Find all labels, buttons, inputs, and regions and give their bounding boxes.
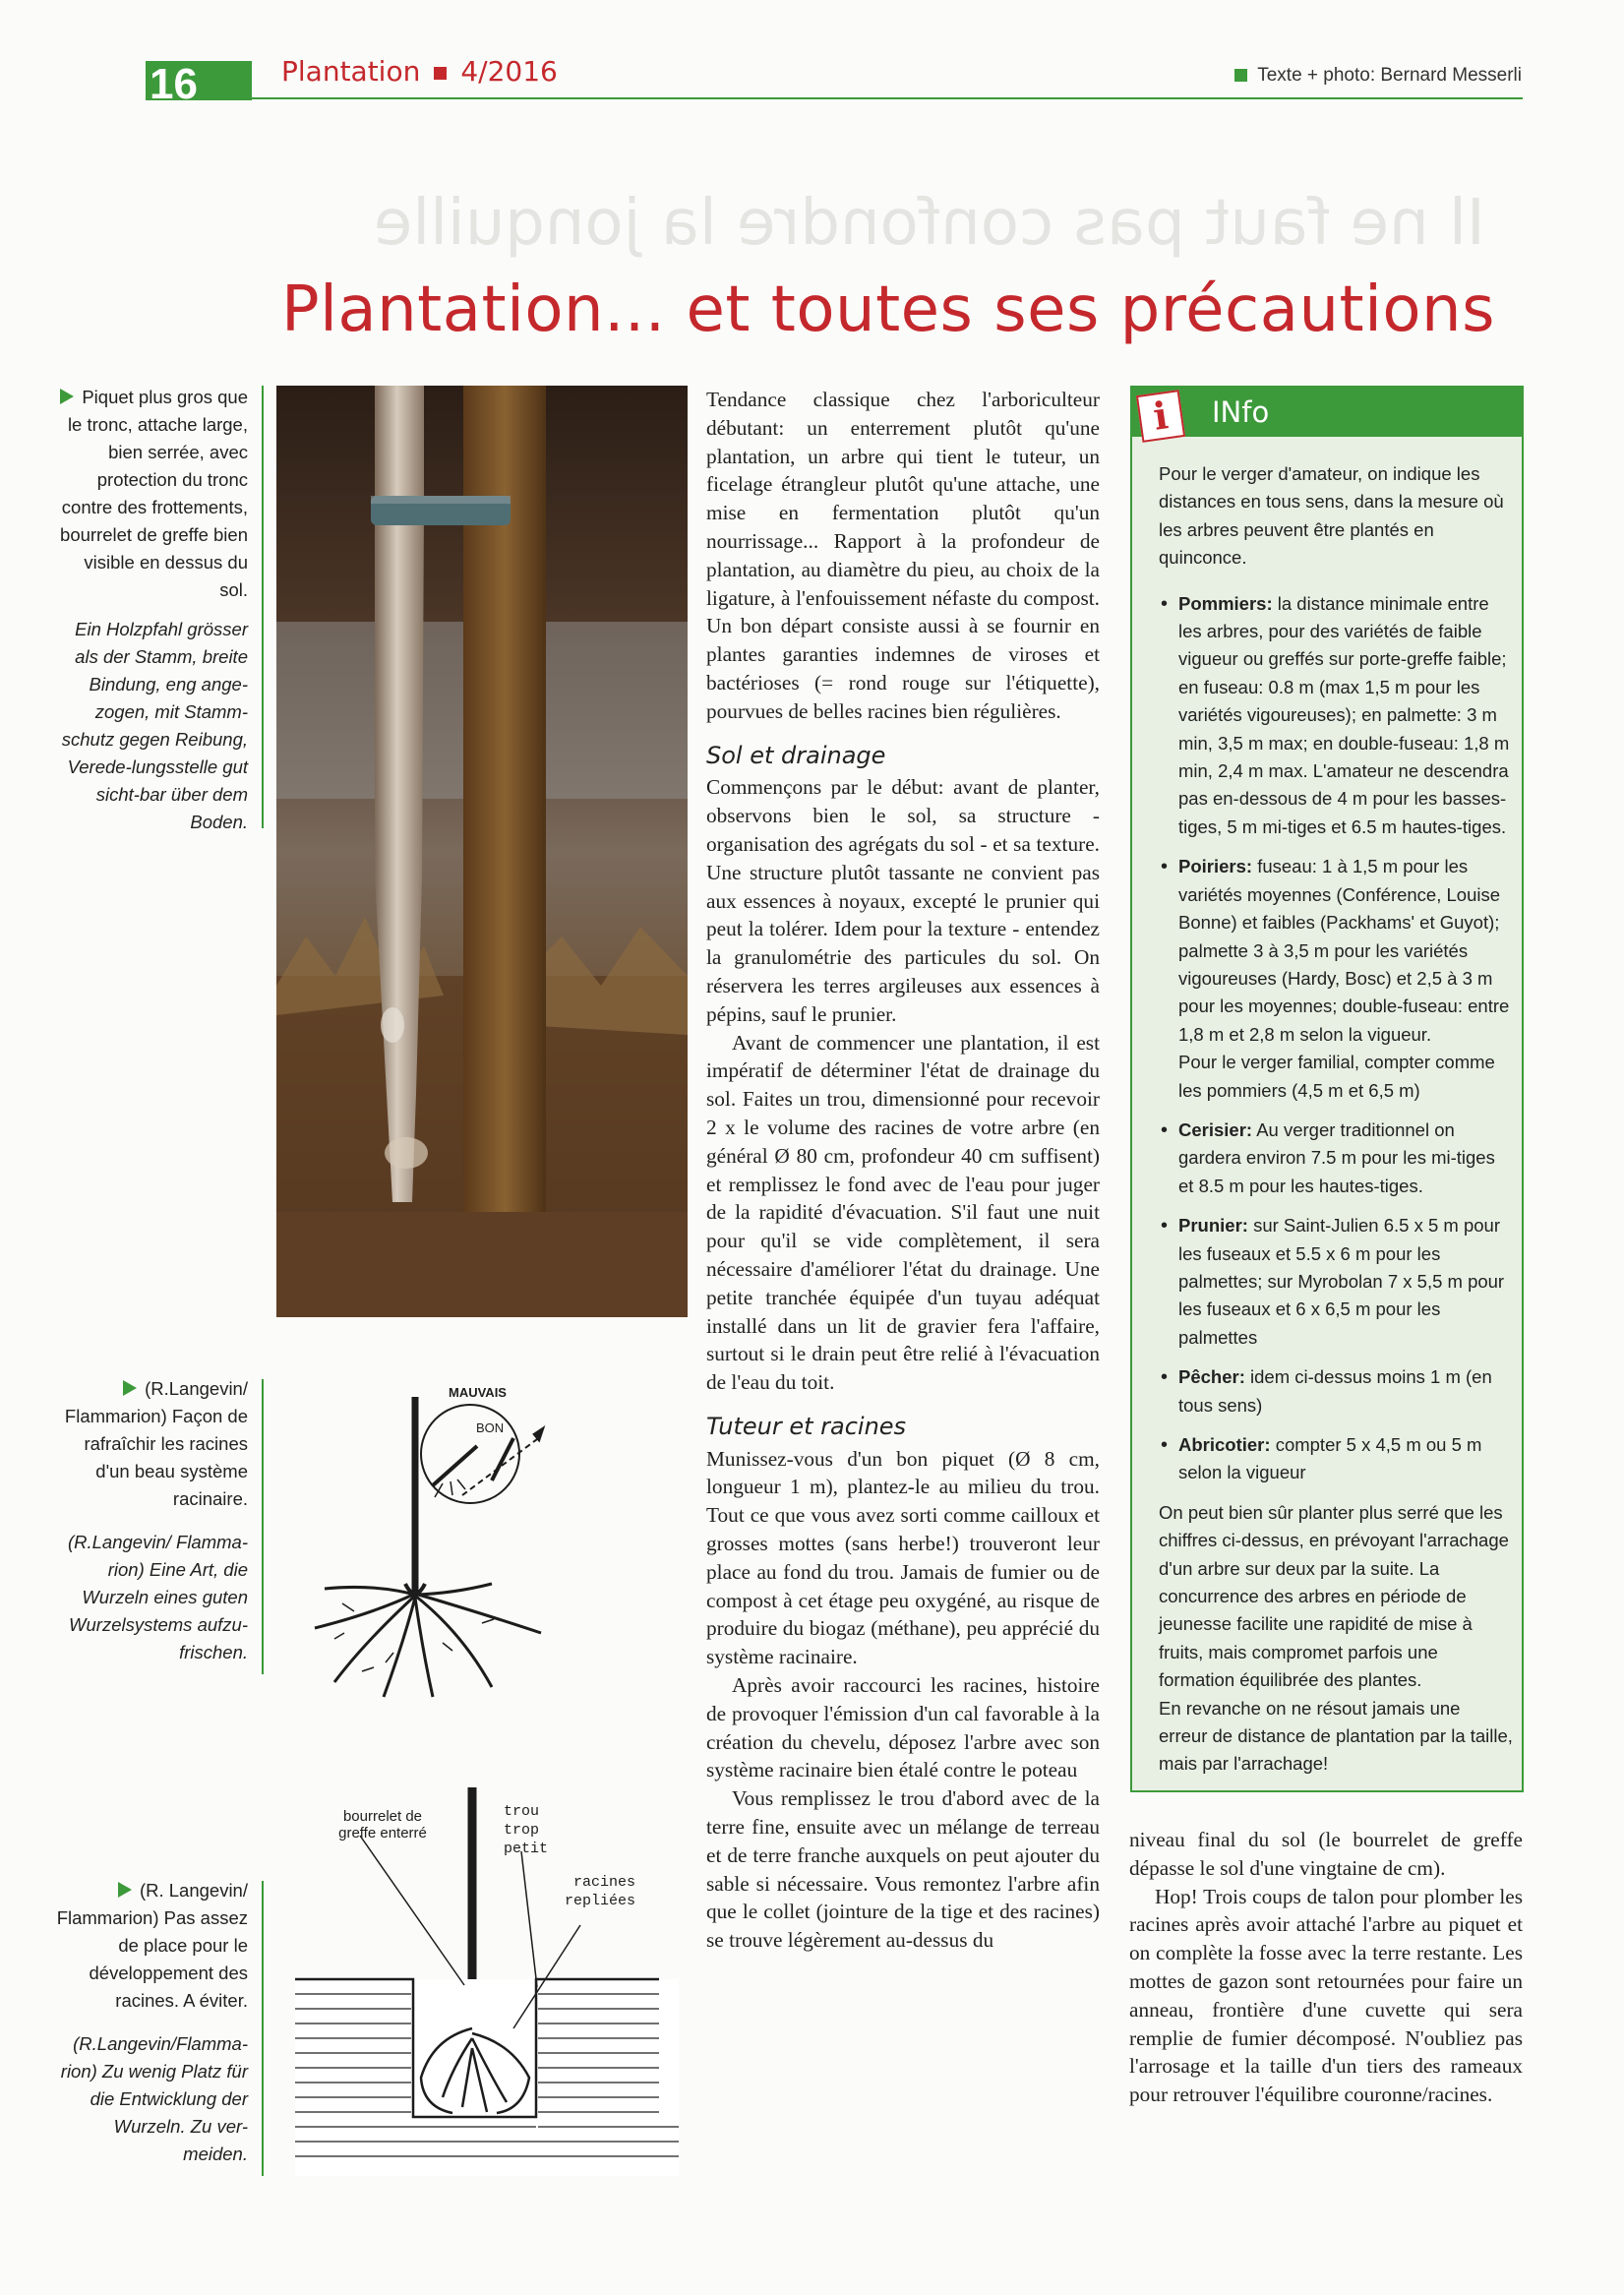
running-head bbox=[281, 55, 558, 88]
caption-rule bbox=[262, 386, 264, 828]
caption-rule bbox=[262, 1379, 264, 1674]
info-text bbox=[1159, 460, 1513, 1779]
bourrelet-label: bourrelet de greffe enterré bbox=[338, 1808, 427, 1842]
info-item-poiriers-extra: Pour le verger familial, compter comme les pommiers (4,5 m et 6,5 m) bbox=[1178, 1052, 1495, 1101]
drawing1-caption-fr: (R.Langevin/ Flammarion) Façon de rafraîchir les racines d'un beau système racinaire. bbox=[64, 1378, 248, 1509]
heading-sol: Sol et drainage bbox=[706, 741, 886, 769]
mauvais-label: MAUVAIS bbox=[449, 1385, 507, 1400]
bon-label: BON bbox=[476, 1420, 505, 1435]
info-item-poiriers: • Poiriers: fuseau: 1 à 1,5 m pour les variétés moyennes (Conférence, Louise Bonne) et faibles (Packhams' et Guyot); palmette 3 à 3,5 m pour les variétés vigoureuses (Hardy, Bosc) et 2,5 à 3 m pour les moyennes; double-fuseau: entre 1,8 m et 2,8 m selon la vigueur. Pour le verger familial, compter comme les pommiers (4,5 m et 6,5 m) bbox=[1159, 853, 1513, 1105]
small-hole-drawing bbox=[295, 1782, 679, 2176]
photo-caption-de: Ein Holzpfahl grösser als der Stamm, breite Bindung, eng ange-zogen, mit Stamm-schutz gegen Reibung, Verede-lungsstelle gut sicht-bar über dem Boden. bbox=[61, 619, 248, 832]
issue-number: 4/2016 bbox=[460, 55, 558, 88]
square-bullet-icon bbox=[1234, 69, 1247, 82]
intro-paragraph: Tendance classique chez l'arboriculteur débutant: un enterrement plutôt qu'une plantation, un arbre qui tient le tuteur, un ficelage étrangleur plutôt qu'une attache, une mise en fermentation plutôt qu'un nourrissage... Rapport à la profondeur de plantation, au diamètre du pieu, au choix de la ligature, à l'enfouissement néfaste du compost. Un bon départ consiste aussi à se fournir en plantes garanties indemnes de viroses et bactérioses (= rond rouge sur l'étiquette), pourvues de belles racines bien régulières. bbox=[706, 388, 1100, 723]
square-bullet-icon bbox=[434, 67, 447, 80]
header-rule bbox=[252, 97, 1523, 99]
article-title: Plantation... et toutes ses précautions bbox=[281, 273, 1495, 346]
triangle-marker-icon bbox=[60, 389, 74, 404]
page-number: 16 bbox=[146, 61, 252, 100]
sol-paragraph-2: Avant de commencer une plantation, il est impératif de déterminer l'état de drainage du sol. Faites un trou, dimensionné pour recevoir 2 x le volume des racines de votre arbre (en général Ø 80 cm, profondeur 40 cm suffisent) et remplissez le fond avec de l'eau pour juger de la rapidité d'évacuation. S'il faut une nuit pour qu'il se vide complètement, il sera nécessaire d'améliorer l'état du drainage. Une petite tranchée équipée d'un tuyau adéquat installé dans un lit de gravier fera l'affaire, surtout si le drain peut être relié à l'évacuation de l'eau du toit. bbox=[706, 1030, 1100, 1395]
drawing2-caption-de: (R.Langevin/Flamma-rion) Zu wenig Platz für die Entwicklung der Wurzeln. Zu ver-meiden. bbox=[60, 2033, 248, 2164]
caption-rule bbox=[262, 1881, 264, 2176]
info-item-abricotier: • Abricotier: compter 5 x 4,5 m ou 5 m selon la vigueur bbox=[1159, 1431, 1513, 1487]
info-list bbox=[1159, 590, 1513, 1487]
tuteur-paragraph-3: Vous remplissez le trou d'abord avec de la terre fine, ensuite avec un mélange de terreau et de terre franche auxquels on peut ajouter du sable si nécessaire. Vous remontez l'arbre afin que le collet (jointure de la tige et des racines) se trouve légèrement au-dessus du bbox=[706, 1786, 1100, 1953]
section-name: Plantation bbox=[281, 55, 421, 88]
info-intro: Pour le verger d'amateur, on indique les distances en tous sens, dans la mesure où les arbres peuvent être plantés en quinconce. bbox=[1159, 463, 1504, 569]
info-icon: i bbox=[1136, 390, 1185, 443]
info-outro-1: On peut bien sûr planter plus serré que les chiffres ci-dessus, en prévoyant l'arrachage d'un arbre sur deux par la suite. La concurrence des arbres en période de jeunesse facilite une rapidité de mise à fruits, mais compromet parfois une formation équilibrée des plantes. bbox=[1159, 1501, 1509, 1691]
info-title-bar bbox=[1130, 386, 1524, 437]
body-column-3 bbox=[1129, 1826, 1523, 2109]
info-item-cerisier: • Cerisier: Au verger traditionnel on gardera environ 7.5 m pour les mi-tiges et 8.5 m pour les hautes-tiges. bbox=[1159, 1117, 1513, 1200]
info-item-pommiers: • Pommiers: la distance minimale entre les arbres, pour des variétés de faible vigueur ou greffés sur porte-greffe faible; en fuseau: 0.8 m (max 1,5 m pour les variétés vigoureuses); en palmette: 3 m min, 3,5 m max; en double-fuseau: 1,8 m min, 2,4 m max. L'amateur ne descendra pas en-dessous de 4 m pour les basses-tiges, 5 m mi-tiges et 6.5 m hautes-tiges. bbox=[1159, 590, 1513, 842]
racines-label: racines repliées bbox=[564, 1874, 635, 1909]
col3-paragraph-1: niveau final du sol (le bourrelet de greffe dépasse le sol d'une vingtaine de cm). bbox=[1129, 1828, 1523, 1880]
info-outro-2: En revanche on ne résout jamais une erreur de distance de plantation par la taille, mais par l'arrachage! bbox=[1159, 1697, 1513, 1775]
credit-line: Texte + photo: Bernard Messerli bbox=[1234, 65, 1522, 87]
body-column-2 bbox=[706, 386, 1100, 1955]
trou-label: trou trop petit bbox=[504, 1803, 549, 1857]
sol-paragraph-1: Commençons par le début: avant de planter, observons bien le sol, sa structure - organisation des agrégats du sol - et sa texture. Une structure plutôt tassante ne convient pas aux essences à noyaux, excepté le prunier qui peut la tolérer. Idem pour la texture - entendez la granulométrie des particules du sol. On réservera les terres argileuses aux essences à pépins, sauf le prunier. bbox=[706, 775, 1100, 1026]
triangle-marker-icon bbox=[123, 1380, 137, 1396]
heading-tuteur: Tuteur et racines bbox=[706, 1412, 907, 1440]
root-pruning-drawing bbox=[295, 1387, 669, 1702]
info-title: INfo bbox=[1212, 395, 1270, 429]
tuteur-paragraph-2: Après avoir raccourci les racines, histoire de provoquer l'émission d'un cal favorable à la création du chevelu, déposez l'arbre avec son système racinaire bien étalé contre le poteau bbox=[706, 1673, 1100, 1782]
info-item-pecher: • Pêcher: idem ci-dessus moins 1 m (en tous sens) bbox=[1159, 1363, 1513, 1419]
triangle-marker-icon bbox=[118, 1882, 132, 1898]
photo-caption-fr: Piquet plus gros que le tronc, attache large, bien serrée, avec protection du tronc contre des frottements, bourrelet de greffe bien visible en dessus du sol. bbox=[60, 387, 248, 600]
drawing2-caption-fr: (R. Langevin/ Flammarion) Pas assez de place pour le développement des racines. A éviter. bbox=[56, 1880, 248, 2011]
info-item-prunier: • Prunier: sur Saint-Julien 6.5 x 5 m pour les fuseaux et 5.5 x 6 m pour les palmettes; sur Myrobolan 7 x 5,5 m pour les fuseaux et 6 x 6,5 m pour les palmettes bbox=[1159, 1212, 1513, 1352]
drawing1-caption-de: (R.Langevin/ Flamma-rion) Eine Art, die Wurzeln eines guten Wurzelsystems aufzu-frischen. bbox=[67, 1532, 248, 1662]
tuteur-paragraph-1: Munissez-vous d'un bon piquet (Ø 8 cm, longueur 1 m), plantez-le au milieu du trou. Tout ce que vous avez sorti comme cailloux et grosses mottes (sans herbe!) trouveront leur place au fond du trou. Jamais de fumier ou de compost à cet étage peu oxygéné, au risque de produire du biogaz (méthane), peu apprécié du système racinaire. bbox=[706, 1446, 1100, 1669]
col3-paragraph-2: Hop! Trois coups de talon pour plomber les racines après avoir attaché l'arbre au piquet et on complète la fosse avec la terre restante. Les mottes de gazon sont retournées pour faire un anneau, frontière d'une cuvette qui sera remplie de fumier décomposé. N'oubliez pas l'arrosage et la taille d'un tiers des rameaux pour retrouver l'équilibre couronne/racines. bbox=[1129, 1884, 1523, 2107]
show-through-text: Il ne faut pas confondre la jonquille bbox=[374, 187, 1485, 260]
tree-stake-photo bbox=[276, 386, 688, 1317]
